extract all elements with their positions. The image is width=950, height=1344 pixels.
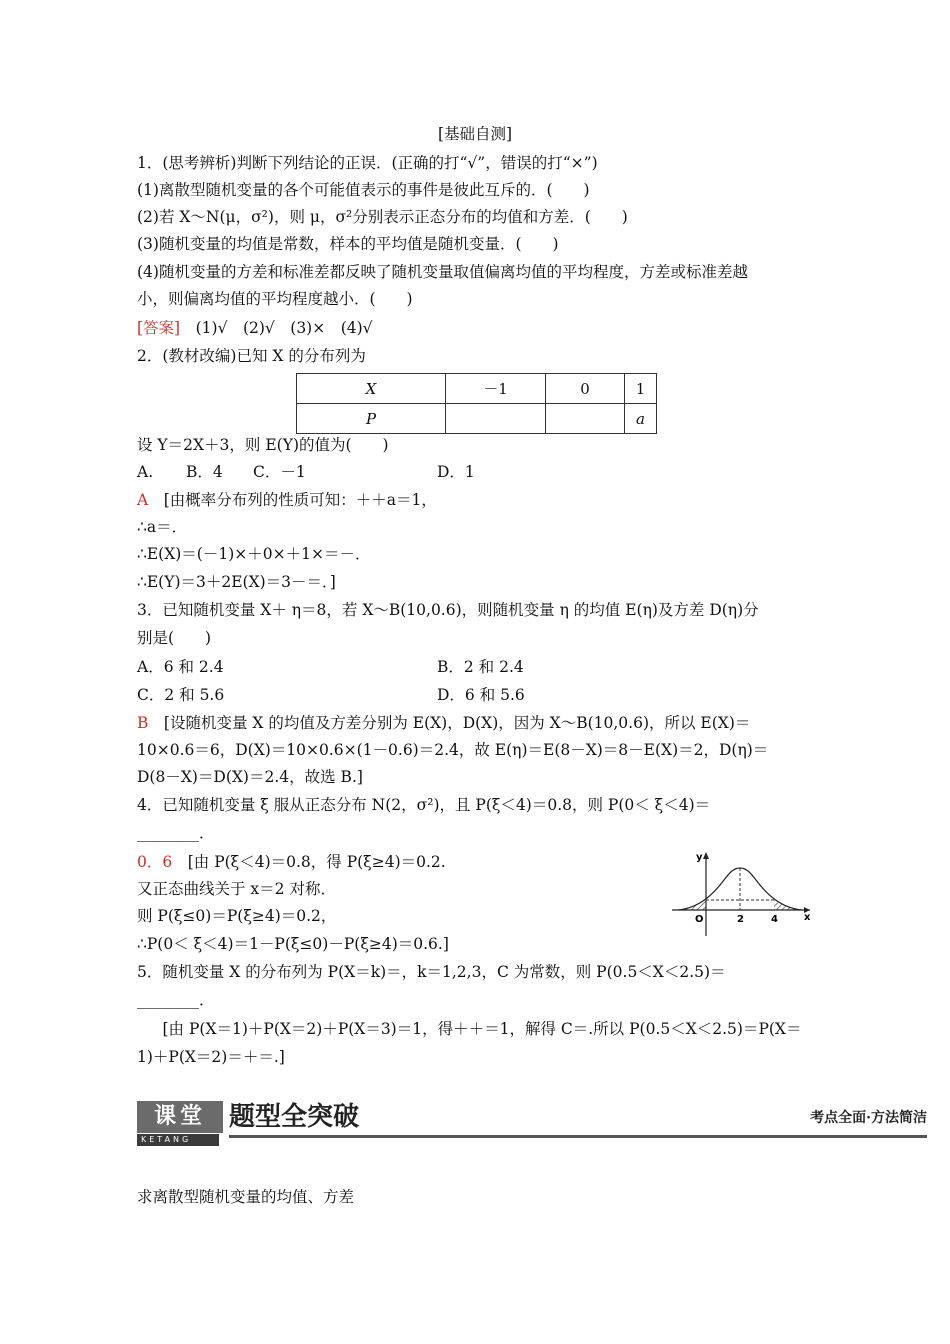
table-row: [297, 404, 657, 434]
q2-options: [137, 462, 837, 482]
q4-solution-1: 0．6 [由 P(ξ＜4)＝0.8，得 P(ξ≥4)＝0.2.: [137, 853, 446, 871]
table-row: [297, 374, 657, 404]
tick-label-4: 4: [771, 914, 778, 925]
answer-label: [答案]: [137, 319, 181, 337]
q5-stem-1: 5．随机变量 X 的分布列为 P(X＝k)＝，k＝1,2,3，C 为常数，则 P(0.5＜X＜2.5)＝: [137, 963, 726, 981]
option-a: A.: [137, 463, 154, 481]
y-axis-label: y: [696, 852, 703, 863]
q1-answer: [137, 318, 373, 338]
q1-statement-1: (1)离散型随机变量的各个可能值表示的事件是彼此互斥的．( ): [137, 181, 590, 199]
q1-stem: 1．(思考辨析)判断下列结论的正误．(正确的打“√”，错误的打“×”): [137, 154, 598, 172]
tick-label-2: 2: [737, 914, 744, 925]
section-title: [基础自测]: [437, 125, 513, 143]
q3-solution-3: D(8－X)＝D(X)＝2.4，故选 B.]: [137, 768, 363, 786]
q3-option-b: B．2 和 2.4: [437, 658, 524, 676]
answer-value: 0．6: [137, 853, 173, 871]
section-banner: [137, 1101, 927, 1147]
option-d: D．1: [437, 463, 475, 481]
q1-statement-4a: (4)随机变量的方差和标准差都反映了随机变量取值偏离均值的平均程度，方差或标准差越: [137, 263, 748, 281]
answer-letter: A: [137, 491, 149, 509]
option-b: B．4: [186, 463, 223, 481]
q2-question: 设 Y＝2X＋3，则 E(Y)的值为( ): [137, 436, 389, 454]
origin-label: O: [695, 914, 704, 925]
q5-solution-1: [由 P(X＝1)＋P(X＝2)＋P(X＝3)＝1，得＋＋＝1，解得 C＝.所以 P(0.5＜X＜2.5)＝P(X＝: [147, 1020, 802, 1038]
topic-heading: 求离散型随机变量的均值、方差: [137, 1188, 355, 1206]
q4-solution-4: ∴P(0＜ ξ＜4)＝1－P(ξ≤0)－P(ξ≥4)＝0.6.]: [137, 935, 449, 953]
option-c: C．－1: [253, 463, 306, 481]
table-cell: 0: [546, 374, 625, 404]
q4-solution-2: 又正态曲线关于 x＝2 对称．: [137, 880, 336, 898]
q3-solution-2: 10×0.6＝6，D(X)＝10×0.6×(1－0.6)＝2.4，故 E(η)＝E(8－X)＝8－E(X)＝2，D(η)＝: [137, 741, 769, 759]
q3-stem-1: 3．已知随机变量 X＋ η＝8，若 X～B(10,0.6)，则随机变量 η 的均值 E(η)及方差 D(η)分: [137, 601, 759, 619]
q2-solution-1: A [由概率分布列的性质可知：＋＋a＝1，: [137, 491, 437, 509]
table-cell: X: [297, 374, 446, 404]
q1-statement-2: (2)若 X～N(μ，σ²)，则 μ，σ²分别表示正态分布的均值和方差．( ): [137, 208, 628, 226]
banner-badge: 课堂: [137, 1101, 223, 1133]
q4-stem-1: 4．已知随机变量 ξ 服从正态分布 N(2，σ²)，且 P(ξ＜4)＝0.8，则 P(0＜ ξ＜4)＝: [137, 796, 711, 814]
table-cell: －1: [446, 374, 546, 404]
distribution-table: [296, 373, 657, 434]
banner-title: 题型全突破: [229, 1102, 360, 1132]
normal-curve-graph: [668, 848, 818, 938]
q1-statement-3: (3)随机变量的均值是常数，样本的平均值是随机变量．( ): [137, 235, 559, 253]
banner-badge-sub: KETANG: [137, 1134, 219, 1146]
q4-solution-3: 则 P(ξ≤0)＝P(ξ≥4)＝0.2，: [137, 907, 337, 925]
banner-divider: [229, 1135, 927, 1138]
q5-solution-2: 1)＋P(X＝2)＝＋＝.]: [137, 1048, 285, 1066]
q1-statement-4b: 小，则偏离均值的平均程度越小．( ): [137, 290, 413, 308]
answer-letter: B: [137, 714, 149, 732]
q3-option-d: D．6 和 5.6: [437, 686, 525, 704]
q3-solution-1: B [设随机变量 X 的均值及方差分别为 E(X)，D(X)，因为 X～B(10,0.6)，所以 E(X)＝: [137, 714, 751, 732]
table-cell: [546, 404, 625, 434]
table-cell: a: [625, 404, 657, 434]
q2-solution-4: ∴E(Y)＝3＋2E(X)＝3－＝．]: [137, 573, 336, 591]
q2-solution-3: ∴E(X)＝(－1)×＋0×＋1×＝－．: [137, 545, 371, 563]
q3-stem-2: 别是( ): [137, 629, 212, 647]
q2-solution-2: ∴a＝．: [137, 518, 188, 536]
banner-tagline: 考点全面·方法简洁: [810, 1110, 927, 1126]
x-axis-label: x: [804, 912, 811, 923]
q5-stem-2: ________．: [137, 991, 215, 1009]
table-cell: 1: [625, 374, 657, 404]
table-cell: P: [297, 404, 446, 434]
q4-stem-2: ________．: [137, 824, 215, 842]
table-cell: [446, 404, 546, 434]
answer-text: (1)√ (2)√ (3)× (4)√: [180, 319, 373, 337]
q3-option-c: C．2 和 5.6: [137, 686, 225, 704]
q3-option-a: A．6 和 2.4: [137, 658, 224, 676]
q2-stem: 2．(教材改编)已知 X 的分布列为: [137, 347, 366, 365]
